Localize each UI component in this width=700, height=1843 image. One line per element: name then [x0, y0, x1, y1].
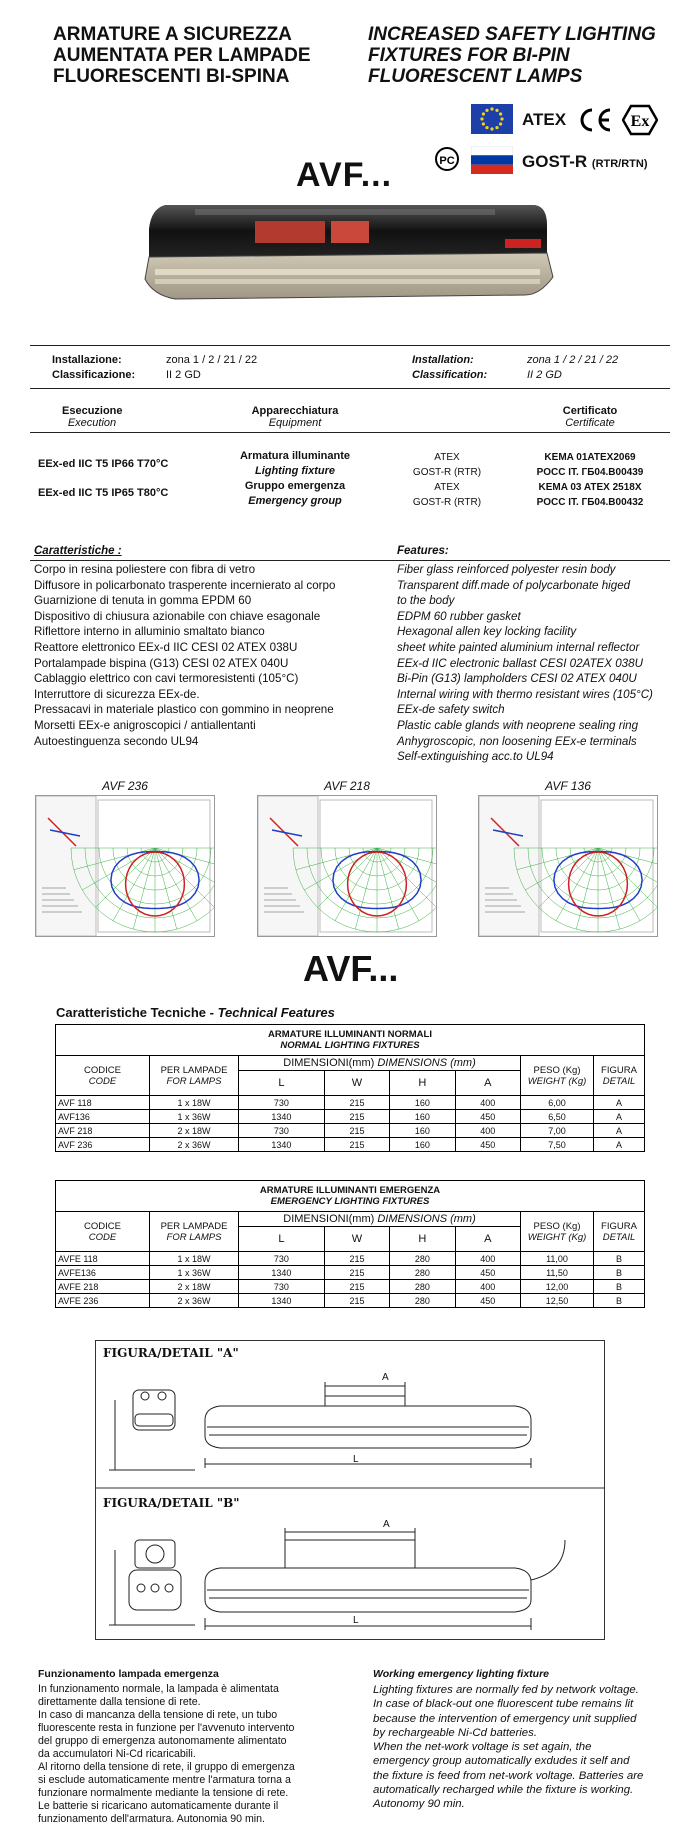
table-cell: AVF136	[56, 1110, 150, 1124]
graph-title: AVF 136	[545, 779, 591, 793]
cert-2: РОСС IT. ГБ04.В00439	[536, 467, 644, 478]
detail-header-en: DETAIL	[602, 1075, 636, 1087]
table-cell: 280	[390, 1266, 455, 1280]
normal-fixtures-table	[55, 1024, 645, 1152]
table-cell: 215	[324, 1096, 389, 1110]
weight-header-en: WEIGHT (Kg)	[527, 1075, 587, 1087]
feature-item-it: Corpo in resina poliestere con fibra di vetro	[34, 563, 256, 576]
table-cell: 400	[455, 1096, 520, 1110]
std-3: ATEX	[434, 482, 460, 493]
table-cell: 215	[324, 1138, 389, 1152]
table-row	[56, 1280, 645, 1294]
weight-header	[521, 1056, 594, 1096]
equip-1-en: Lighting fixture	[254, 465, 336, 477]
table-cell: AVF 218	[56, 1124, 150, 1138]
graph-title: AVF 236	[102, 779, 148, 793]
tech-title-it: Caratteristiche Tecniche -	[56, 1005, 218, 1020]
exec-header-en: Execution	[67, 417, 117, 429]
code-header-it: CODICE	[84, 1064, 121, 1076]
table-cell: 11,50	[521, 1266, 594, 1280]
title-it-line-2: AUMENTATA PER LAMPADE	[53, 45, 311, 66]
equip-header-it: Apparecchiatura	[251, 405, 339, 417]
dimensions-header	[239, 1212, 521, 1227]
feature-item-it: Interruttore di sicurezza EEx-de.	[34, 687, 200, 701]
std-2: GOST-R (RTR)	[412, 467, 482, 478]
table-cell: 7,50	[521, 1138, 594, 1152]
table-cell: A	[594, 1124, 645, 1138]
feature-item-en: to the body	[397, 594, 455, 608]
table-cell: 1 x 18W	[150, 1096, 239, 1110]
table-cell: AVFE 118	[56, 1252, 150, 1266]
feature-item-en: EEx-d IIC electronic ballast CESI 02ATEX 038U	[397, 656, 643, 670]
emergency-text-en	[373, 1683, 670, 1812]
russia-flag-icon	[471, 146, 513, 174]
detail-header-it: FIGURA	[601, 1220, 637, 1232]
emergency-line-it: Al ritorno della tensione di rete, il gruppo di emergenza	[38, 1761, 295, 1773]
table-cell: 160	[390, 1110, 455, 1124]
technical-drawings	[95, 1340, 605, 1640]
installation-value-it: zona 1 / 2 / 21 / 22	[166, 354, 258, 366]
dim-a-header: A	[455, 1227, 520, 1252]
feature-item-it: Pressacavi in materiale plastico con gommino in neoprene	[34, 703, 334, 717]
tech-section-title	[56, 1005, 335, 1020]
feature-item-it: Portalampade bispina (G13) CESI 02 ATEX 040U	[34, 656, 289, 670]
table-cell: 215	[324, 1280, 389, 1294]
table-cell: AVF 118	[56, 1096, 150, 1110]
table-row	[56, 1110, 645, 1124]
detail-b-label: FIGURA/DETAIL "B"	[103, 1496, 240, 1510]
emergency-line-en: because the intervention of emergency unit supplied	[373, 1712, 637, 1725]
gost-suffix: (RTR/RTN)	[591, 158, 648, 170]
table-cell: 160	[390, 1138, 455, 1152]
graph-title: AVF 218	[324, 779, 370, 793]
emergency-line-it: da accumulatori Ni-Cd ricaricabili.	[38, 1748, 196, 1760]
title-en-line-1: INCREASED SAFETY LIGHTING	[368, 24, 656, 45]
table-cell: 1 x 36W	[150, 1110, 239, 1124]
feature-item-it: Riflettore interno in alluminio smaltato bianco	[34, 625, 265, 639]
dim-header-en: DIMENSIONS (mm)	[377, 1056, 476, 1069]
dim-header-it: DIMENSIONI(mm)	[283, 1056, 375, 1069]
cert-1: KEMA 01ATEX2069	[544, 452, 636, 463]
table-cell: 6,50	[521, 1110, 594, 1124]
standards-cell	[402, 450, 492, 510]
dim-header-it: DIMENSIONI(mm)	[283, 1212, 375, 1225]
code-header-it: CODICE	[84, 1220, 121, 1232]
table-cell: B	[594, 1252, 645, 1266]
emergency-line-en: In case of black-out one fluorescent tube remains lit	[373, 1698, 634, 1711]
table-cell: 1340	[239, 1294, 325, 1308]
equip-cell	[225, 449, 365, 509]
classification-value-en: II 2 GD	[527, 369, 562, 381]
feature-item-en: Transparent diff.made of polycarbonate higed	[397, 578, 631, 592]
table-cell: A	[594, 1110, 645, 1124]
tech-product-title: AVF...	[303, 948, 399, 989]
table-cell: 280	[390, 1280, 455, 1294]
detail-a-dim-a: A	[382, 1372, 389, 1383]
cert-header-en: Certificate	[565, 417, 615, 429]
table-cell: 215	[324, 1252, 389, 1266]
ex-hexagon-icon	[622, 104, 658, 136]
table-row	[56, 1294, 645, 1308]
detail-header	[594, 1056, 645, 1096]
emergency-line-it: fluorescente resta in funzione per l'avvenuto intervento	[38, 1722, 295, 1734]
equip-header-en: Equipment	[268, 417, 322, 429]
feature-item-en: Plastic cable glands with neoprene sealing ring	[397, 718, 639, 732]
table-cell: 215	[324, 1124, 389, 1138]
emergency-title-en: EMERGENCY LIGHTING FIXTURES	[270, 1196, 430, 1207]
lamps-header-it: PER LAMPADE	[160, 1220, 228, 1232]
emergency-line-en: Autonomy 90 min.	[373, 1798, 465, 1811]
installation-value-en: zona 1 / 2 / 21 / 22	[527, 354, 619, 366]
table-cell: AVFE 218	[56, 1280, 150, 1294]
exec-row-1: EEx-ed IIC T5 IP66 T70°C	[38, 458, 169, 470]
table-cell: 450	[455, 1138, 520, 1152]
dim-w-header: W	[324, 1227, 389, 1252]
lamps-header-en: FOR LAMPS	[166, 1231, 222, 1243]
features-title-it: Caratteristiche :	[34, 545, 122, 557]
table-cell: A	[594, 1096, 645, 1110]
detail-b-dim-l: L	[353, 1615, 359, 1626]
product-title: AVF...	[296, 156, 393, 194]
weight-header-it: PESO (Kg)	[533, 1220, 581, 1232]
emergency-line-en: emergency group automatically exdudes it self and	[373, 1755, 630, 1768]
feature-item-it: Guarnizione di tenuta in gomma EPDM 60	[34, 594, 252, 608]
certificates-cell	[520, 450, 660, 510]
detail-header	[594, 1212, 645, 1252]
dim-header-en: DIMENSIONS (mm)	[377, 1212, 476, 1225]
classification-label-en: Classification:	[412, 369, 488, 381]
exec-header	[62, 405, 122, 429]
detail-b-dim-a: A	[383, 1519, 390, 1530]
polar-diagram	[478, 795, 658, 937]
emergency-line-it: si esclude automaticamente mentre l'armatura torna a	[38, 1774, 291, 1786]
equip-1-it: Armatura illuminante	[239, 450, 351, 462]
emergency-title-en: Working emergency lighting fixture	[373, 1668, 549, 1680]
emergency-line-en: by rechargeable Ni-Cd batteries.	[373, 1726, 537, 1739]
table-cell: 12,50	[521, 1294, 594, 1308]
weight-header-it: PESO (Kg)	[533, 1064, 581, 1076]
table-cell: 215	[324, 1266, 389, 1280]
dim-a-header: A	[455, 1071, 520, 1096]
emergency-fixtures-table	[55, 1180, 645, 1308]
table-cell: 2 x 36W	[150, 1294, 239, 1308]
emergency-line-it: funzionamento dell'armatura. Autonomia 90 min.	[38, 1813, 265, 1825]
table-cell: 400	[455, 1280, 520, 1294]
title-it-line-3: FLUORESCENTI BI-SPINA	[53, 66, 290, 87]
table-cell: 11,00	[521, 1252, 594, 1266]
table-cell: 215	[324, 1294, 389, 1308]
table-cell: 1340	[239, 1266, 325, 1280]
dim-l-header: L	[239, 1071, 325, 1096]
feature-item-en: Fiber glass reinforced polyester resin body	[397, 563, 616, 576]
table-cell: B	[594, 1280, 645, 1294]
ce-mark-icon	[578, 106, 614, 134]
feature-item-en: Hexagonal allen key locking facility	[397, 625, 577, 639]
std-4: GOST-R (RTR)	[412, 497, 482, 508]
tech-title-en: Technical Features	[217, 1005, 335, 1020]
emergency-line-it: In caso di mancanza della tensione di rete, un tubo	[38, 1709, 278, 1721]
table-cell: 1340	[239, 1138, 325, 1152]
detail-header-it: FIGURA	[601, 1064, 637, 1076]
table-cell: 450	[455, 1266, 520, 1280]
lamp-fixture-image	[135, 195, 565, 315]
feature-item-it: Diffusore in policarbonato trasperente incernierato al corpo	[34, 578, 336, 592]
title-en-line-2: FIXTURES FOR BI-PIN	[368, 45, 570, 66]
normal-title-it: ARMATURE ILLUMINANTI NORMALI	[268, 1029, 432, 1040]
emergency-line-it: direttamente dalla tensione di rete.	[38, 1696, 201, 1708]
emergency-line-it: Le batterie si ricaricano automaticamente durante il	[38, 1800, 279, 1812]
emergency-table-title	[56, 1181, 645, 1212]
table-cell: 280	[390, 1252, 455, 1266]
weight-header-en: WEIGHT (Kg)	[527, 1231, 587, 1243]
equip-2-en: Emergency group	[248, 495, 342, 507]
title-english	[368, 24, 656, 87]
table-cell: 730	[239, 1096, 325, 1110]
cert-header	[550, 405, 630, 429]
table-cell: 730	[239, 1124, 325, 1138]
table-row	[56, 1266, 645, 1280]
emergency-text-it	[38, 1683, 306, 1826]
emergency-line-it: funzionare normalmente mediante la tensione di rete.	[38, 1787, 289, 1799]
table-cell: AVFE 236	[56, 1294, 150, 1308]
std-1: ATEX	[434, 452, 460, 463]
feature-item-it: Cablaggio elettrico con cavi termoresistenti (105°C)	[34, 672, 299, 686]
table-cell: 400	[455, 1252, 520, 1266]
table-cell: 7,00	[521, 1124, 594, 1138]
emergency-line-en: automatically recharged while the fixture is working.	[373, 1784, 634, 1797]
feature-item-it: Dispositivo di chiusura azionabile con chiave esagonale	[34, 609, 321, 623]
detail-a-label: FIGURA/DETAIL "A"	[103, 1346, 239, 1360]
dimensions-header	[239, 1056, 521, 1071]
feature-item-it: Morsetti EEx-e anigroscopici / antiallentanti	[34, 718, 256, 732]
feature-item-en: Anhygroscopic, non loosening EEx-e terminals	[397, 734, 637, 748]
feature-item-en: EDPM 60 rubber gasket	[397, 609, 521, 623]
feature-item-it: Reattore elettronico EEx-d IIC CESI 02 ATEX 038U	[34, 640, 298, 654]
exec-header-it: Esecuzione	[62, 405, 123, 417]
table-cell: B	[594, 1294, 645, 1308]
features-list-it	[34, 562, 335, 749]
gost-mark-icon	[430, 146, 464, 172]
atex-label: ATEX	[522, 110, 567, 129]
feature-item-it: Autoestinguenza secondo UL94	[34, 734, 199, 748]
features-title-en: Features:	[397, 545, 449, 557]
table-cell: A	[594, 1138, 645, 1152]
gost-label	[522, 152, 648, 172]
emergency-line-it: In funzionamento normale, la lampada è alimentata	[38, 1683, 279, 1695]
feature-item-en: Internal wiring with thermo resistant wires (105°C)	[397, 687, 653, 701]
emergency-line-en: Lighting fixtures are normally fed by network voltage.	[373, 1684, 639, 1696]
dim-w-header: W	[324, 1071, 389, 1096]
installation-label-it: Installazione:	[52, 354, 122, 366]
code-header-en: CODE	[88, 1075, 117, 1087]
lamps-header-it: PER LAMPADE	[160, 1064, 228, 1076]
cert-3: KEMA 03 ATEX 2518X	[538, 482, 642, 493]
table-row	[56, 1096, 645, 1110]
features-list-en	[397, 562, 653, 765]
table-cell: 6,00	[521, 1096, 594, 1110]
table-cell: 730	[239, 1252, 325, 1266]
lamps-header-en: FOR LAMPS	[166, 1075, 222, 1087]
svg-text:PC: PC	[439, 155, 455, 167]
equip-2-it: Gruppo emergenza	[244, 480, 346, 492]
detail-header-en: DETAIL	[602, 1231, 636, 1243]
table-cell: 2 x 18W	[150, 1280, 239, 1294]
normal-title-en: NORMAL LIGHTING FIXTURES	[280, 1040, 420, 1051]
lamps-header	[150, 1212, 239, 1252]
emergency-title-it: ARMATURE ILLUMINANTI EMERGENZA	[259, 1185, 441, 1196]
table-cell: 400	[455, 1124, 520, 1138]
title-it-line-1: ARMATURE A SICUREZZA	[53, 24, 292, 45]
cert-header-it: Certificato	[562, 405, 618, 417]
feature-item-en: Bi-Pin (G13) lampholders CESI 02 ATEX 040U	[397, 672, 637, 686]
table-cell: B	[594, 1266, 645, 1280]
title-en-line-3: FLUORESCENT LAMPS	[368, 66, 583, 87]
classification-label-it: Classificazione:	[52, 369, 136, 381]
emergency-line-it: del gruppo di emergenza autonomamente alimentato	[38, 1735, 287, 1747]
code-header	[56, 1212, 150, 1252]
polar-diagram	[35, 795, 215, 937]
weight-header	[521, 1212, 594, 1252]
dim-h-header: H	[390, 1071, 455, 1096]
exec-row-2: EEx-ed IIC T5 IP65 T80°C	[38, 487, 169, 499]
dim-h-header: H	[390, 1227, 455, 1252]
gost-text: GOST-R	[522, 152, 588, 171]
feature-item-en: Self-extinguishing acc.to UL94	[397, 750, 554, 764]
detail-a-dim-l: L	[353, 1454, 359, 1465]
table-cell: 2 x 36W	[150, 1138, 239, 1152]
title-italian	[53, 24, 311, 87]
installation-label-en: Installation:	[412, 354, 474, 366]
feature-item-en: sheet white painted aluminium internal reflector	[397, 640, 640, 654]
classification-value-it: II 2 GD	[166, 369, 201, 381]
code-header-en: CODE	[88, 1231, 117, 1243]
polar-diagram	[257, 795, 437, 937]
table-cell: 215	[324, 1110, 389, 1124]
emergency-line-en: When the net-work voltage is set again, the	[373, 1741, 592, 1754]
feature-item-en: EEx-de safety switch	[397, 703, 505, 717]
table-cell: 450	[455, 1110, 520, 1124]
equip-header	[240, 405, 350, 429]
table-row	[56, 1138, 645, 1152]
table-cell: 2 x 18W	[150, 1124, 239, 1138]
table-row	[56, 1252, 645, 1266]
table-cell: 12,00	[521, 1280, 594, 1294]
table-cell: 1 x 18W	[150, 1252, 239, 1266]
table-cell: 450	[455, 1294, 520, 1308]
svg-text:Ex: Ex	[630, 113, 650, 130]
emergency-title-it: Funzionamento lampada emergenza	[38, 1668, 219, 1680]
lamps-header	[150, 1056, 239, 1096]
eu-flag-icon	[471, 104, 513, 134]
table-cell: 160	[390, 1096, 455, 1110]
table-cell: 160	[390, 1124, 455, 1138]
table-row	[56, 1124, 645, 1138]
table-cell: AVFE136	[56, 1266, 150, 1280]
normal-table-title	[56, 1025, 645, 1056]
table-cell: 730	[239, 1280, 325, 1294]
table-cell: 1340	[239, 1110, 325, 1124]
table-cell: AVF 236	[56, 1138, 150, 1152]
table-cell: 280	[390, 1294, 455, 1308]
emergency-line-en: the fixture is feed from net-work voltage. Batteries are	[373, 1769, 644, 1782]
table-cell: 1 x 36W	[150, 1266, 239, 1280]
cert-4: РОСС IT. ГБ04.В00432	[536, 497, 644, 508]
dim-l-header: L	[239, 1227, 325, 1252]
code-header	[56, 1056, 150, 1096]
